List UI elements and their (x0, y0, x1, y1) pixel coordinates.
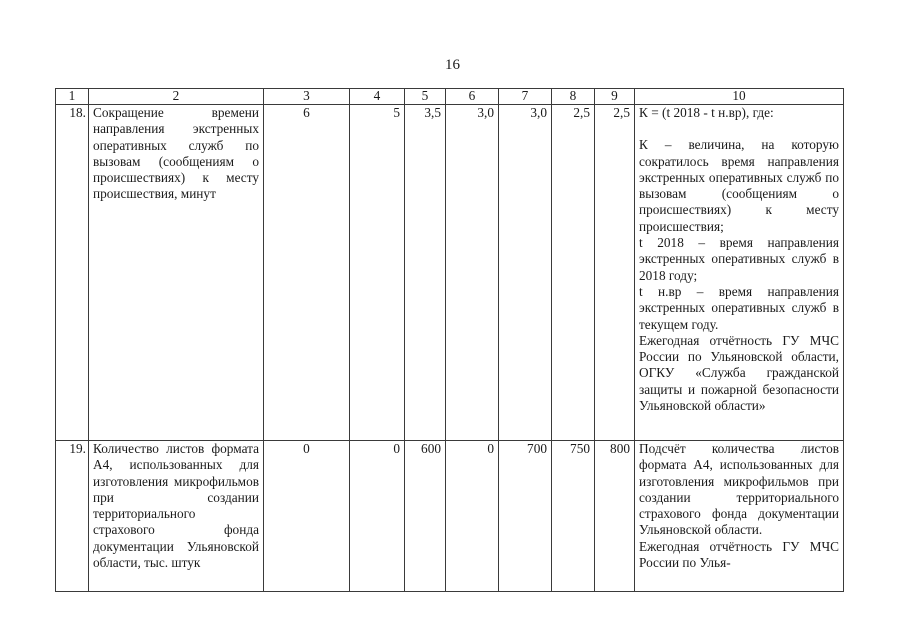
indicator-name: Количество листов формата А4, использованных для изготовления микрофильмов при создании территориального страхового фонда документации Ульяновской области, тыс. штук (89, 441, 264, 592)
formula-text: К = (t 2018 - t н.вр), где: (639, 105, 774, 120)
value-cell: 0 (264, 441, 350, 592)
header-cell: 10 (635, 89, 844, 105)
value-cell: 2,5 (552, 105, 595, 441)
t2018-definition: t 2018 – время направления экстренных оперативных служб в 2018 году; (639, 235, 839, 283)
value-cell: 800 (595, 441, 635, 592)
header-cell: 5 (405, 89, 446, 105)
header-cell: 2 (89, 89, 264, 105)
row-number: 18. (56, 105, 89, 441)
value-cell: 600 (405, 441, 446, 592)
indicator-name: Сокращение времени направления экстренных оперативных служб по вызовам (сообщениям о происшествиях) к месту происшествия, минут (89, 105, 264, 441)
value-cell: 0 (446, 441, 499, 592)
data-source: Ежегодная отчётность ГУ МЧС России по Улья- (639, 538, 839, 571)
value-cell: 3,0 (499, 105, 552, 441)
value-cell: 6 (264, 105, 350, 441)
calculation-method (635, 441, 844, 592)
header-cell: 1 (56, 89, 89, 105)
data-source: Ежегодная отчётность ГУ МЧС России по Ульяновской области, ОГКУ «Служба гражданской защиты и пожарной безопасности Ульяновской области» (639, 332, 839, 414)
calculation-method (635, 105, 844, 441)
row-number: 19. (56, 441, 89, 592)
value-cell: 3,5 (405, 105, 446, 441)
header-cell: 8 (552, 89, 595, 105)
value-cell: 0 (350, 441, 405, 592)
value-cell: 2,5 (595, 105, 635, 441)
indicators-table (55, 88, 844, 592)
value-cell: 700 (499, 441, 552, 592)
header-cell: 9 (595, 89, 635, 105)
value-cell: 5 (350, 105, 405, 441)
table-row-18 (56, 105, 844, 441)
header-cell: 3 (264, 89, 350, 105)
header-cell: 6 (446, 89, 499, 105)
header-cell: 7 (499, 89, 552, 105)
tnvr-definition: t н.вр – время направления экстренных оперативных служб в текущем году. (639, 283, 839, 332)
k-definition: К – величина, на которую сократилось время направления экстренных оперативных служб по вызовам (сообщениям о происшествиях) к месту происшествия; (639, 137, 839, 234)
page-number: 16 (445, 57, 460, 73)
header-row (56, 89, 844, 105)
value-cell: 750 (552, 441, 595, 592)
value-cell: 3,0 (446, 105, 499, 441)
method-description: Подсчёт количества листов формата А4, использованных для изготовления микрофильмов при создании территориального страхового фонда документации Ульяновской области. (639, 441, 839, 538)
header-cell: 4 (350, 89, 405, 105)
table-row-19 (56, 441, 844, 592)
